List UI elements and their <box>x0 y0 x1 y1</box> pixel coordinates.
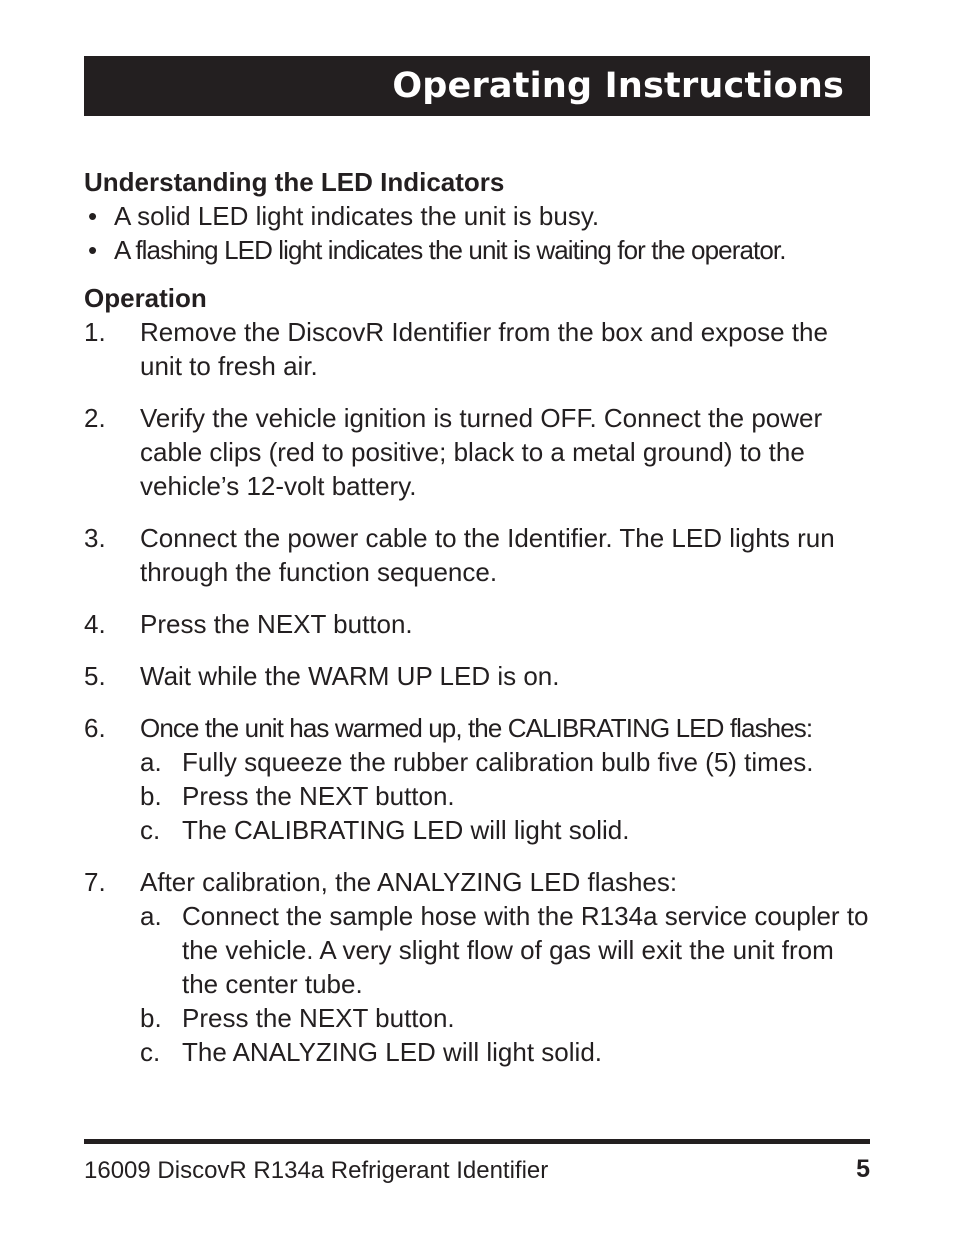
step-item <box>84 659 874 693</box>
list-item <box>84 233 874 267</box>
substep-letter: c. <box>140 815 161 845</box>
footer-divider <box>84 1139 870 1144</box>
substep-item <box>140 745 874 779</box>
bullet-text: A solid LED light indicates the unit is busy. <box>114 201 600 231</box>
substep-item <box>140 813 874 847</box>
bullet-icon: • <box>88 201 98 231</box>
substep-list <box>140 899 874 1069</box>
step-number: 6. <box>84 713 106 743</box>
led-bullet-list <box>84 199 874 267</box>
step-item <box>84 607 874 641</box>
substep-letter: a. <box>140 747 162 777</box>
step-text: Wait while the WARM UP LED is on. <box>140 661 560 691</box>
substep-text: The CALIBRATING LED will light solid. <box>182 815 630 845</box>
substep-item <box>140 899 874 1001</box>
step-item <box>84 401 874 503</box>
step-number: 4. <box>84 609 106 639</box>
bullet-icon: • <box>88 235 97 265</box>
substep-item <box>140 1001 874 1035</box>
substep-text: Press the NEXT button. <box>182 1003 455 1033</box>
step-item <box>84 711 874 847</box>
substep-text: Fully squeeze the rubber calibration bulb five (5) times. <box>182 747 814 777</box>
substep-text: Connect the sample hose with the R134a service coupler to the vehicle. A very slight flow of gas will exit the unit from the center tube. <box>182 901 869 999</box>
substep-item <box>140 779 874 813</box>
page-title: Operating Instructions <box>392 66 844 106</box>
bullet-text: A flashing LED light indicates the unit is waiting for the operator. <box>114 235 786 265</box>
step-text: Connect the power cable to the Identifier. The LED lights run through the function sequence. <box>140 523 835 587</box>
substep-letter: c. <box>140 1037 161 1067</box>
step-text: After calibration, the ANALYZING LED flashes: <box>140 867 678 897</box>
step-text: Once the unit has warmed up, the CALIBRATING LED flashes: <box>140 713 813 743</box>
step-text: Verify the vehicle ignition is turned OFF. Connect the power cable clips (red to positive; black to a metal ground) to the vehicle’s 12-volt battery. <box>140 403 823 501</box>
step-number: 7. <box>84 867 106 897</box>
footer-document-title: 16009 DiscovR R134a Refrigerant Identifier <box>84 1157 549 1184</box>
page-header-bar <box>84 56 870 116</box>
substep-item <box>140 1035 874 1069</box>
substep-text: Press the NEXT button. <box>182 781 455 811</box>
substep-letter: b. <box>140 781 162 811</box>
step-text: Remove the DiscovR Identifier from the box and expose the unit to fresh air. <box>140 317 828 381</box>
step-number: 5. <box>84 661 106 691</box>
substep-text: The ANALYZING LED will light solid. <box>182 1037 602 1067</box>
operation-heading: Operation <box>84 283 207 313</box>
step-number: 2. <box>84 403 106 433</box>
step-number: 1. <box>84 317 106 347</box>
page-content <box>84 165 874 1087</box>
led-section-heading: Understanding the LED Indicators <box>84 167 505 197</box>
substep-letter: a. <box>140 901 162 931</box>
step-item <box>84 865 874 1069</box>
page-number: 5 <box>856 1155 870 1183</box>
substep-list <box>140 745 874 847</box>
step-item <box>84 521 874 589</box>
operation-steps <box>84 315 874 1069</box>
step-number: 3. <box>84 523 106 553</box>
list-item <box>84 199 874 233</box>
step-item <box>84 315 874 383</box>
step-text: Press the NEXT button. <box>140 609 413 639</box>
substep-letter: b. <box>140 1003 162 1033</box>
